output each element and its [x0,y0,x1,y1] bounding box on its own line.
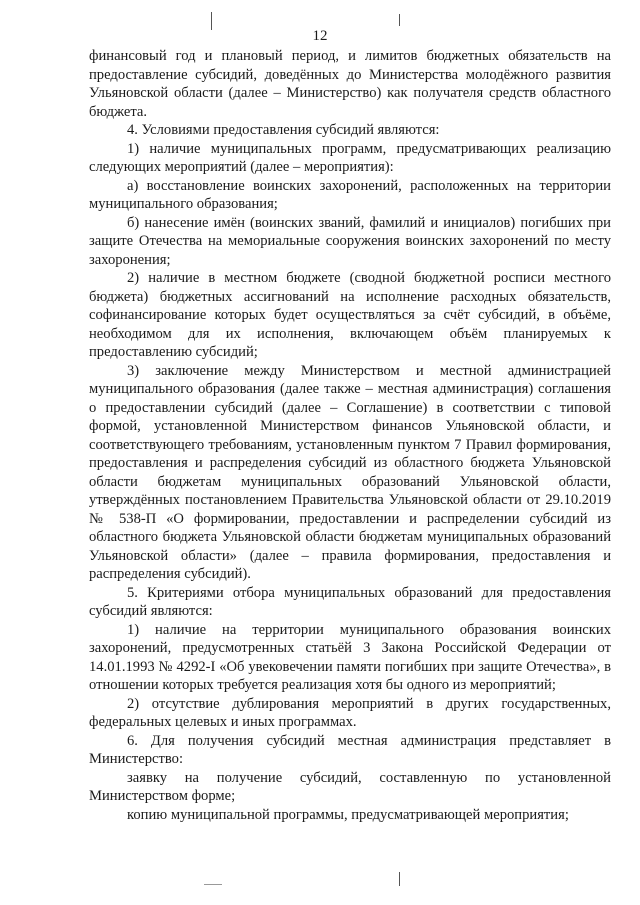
scan-artifact [204,884,222,885]
paragraph-criterion-1: 1) наличие на территории муниципального образования воинских захоронений, предусмотренных статьёй 3 Закона Российской Федерации от 14.01.1993 № 4292-I «Об увековечении памяти погибших при защите Отечества», в отношении которых требуется реализация хотя бы одного из мероприятий; [89,621,611,693]
paragraph-criterion-2: 2) отсутствие дублирования мероприятий в других государственных, федеральных целевых и иных программах. [89,695,611,730]
scan-artifact [399,14,400,26]
paragraph-application: заявку на получение субсидий, составленную по установленной Министерством форме; [89,769,611,804]
scan-artifact [399,872,400,886]
document-body [89,47,611,824]
page-number: 12 [312,28,328,44]
paragraph-program-copy: копию муниципальной программы, предусматривающей мероприятия; [127,806,569,823]
paragraph-item-2: 2) наличие в местном бюджете (сводной бюджетной росписи местного бюджета) бюджетных ассигнований на исполнение расходных обязательств, софинансирование которых будет осуществляться за счёт субсидий, в объёме, необходимом для их исполнения, включающем объём планируемых к предоставлению субсидий; [89,270,611,360]
scan-artifact [211,12,212,30]
paragraph-clause-5: 5. Критериями отбора муниципальных образований для предоставления субсидий являются: [89,584,611,619]
paragraph-clause-6: 6. Для получения субсидий местная администрация представляет в Министерство: [89,732,611,767]
paragraph-clause-4: 4. Условиями предоставления субсидий являются: [127,122,440,138]
paragraph-item-1: 1) наличие муниципальных программ, предусматривающих реализацию следующих мероприятий (далее – мероприятия): [89,140,611,175]
paragraph-item-3: 3) заключение между Министерством и местной администрацией муниципального образования (далее также – местная администрация) соглашения о предоставлении субсидий (далее – Соглашение) в соответствии с типовой формой, установленной Министерством финансов Ульяновской области, и соответствующего требованиям, установленным пунктом 7 Правил формирования, предоставления и распределения субсидий из областного бюджета Ульяновской области бюджетам муниципальных образований Ульяновской области, утверждённых постановлением Правительства Ульяновской области от 29.10.2019 № 538-П «О формировании, предоставлении и распределении субсидий из областного бюджета Ульяновской области бюджетам муниципальных образований Ульяновской области» (далее – правила формирования, предоставления и распределения субсидий). [89,362,611,582]
paragraph-item-b: б) нанесение имён (воинских званий, фамилий и инициалов) погибших при защите Отечества на мемориальные сооружения воинских захоронений по месту захоронения; [89,214,611,268]
paragraph-item-a: а) восстановление воинских захоронений, расположенных на территории муниципального образования; [89,177,611,212]
paragraph-intro: финансовый год и плановый период, и лимитов бюджетных обязательств на предоставление субсидий, доведённых до Министерства молодёжного развития Ульяновской области (далее – Министерство) как получателя средств областного бюджета. [89,48,611,120]
